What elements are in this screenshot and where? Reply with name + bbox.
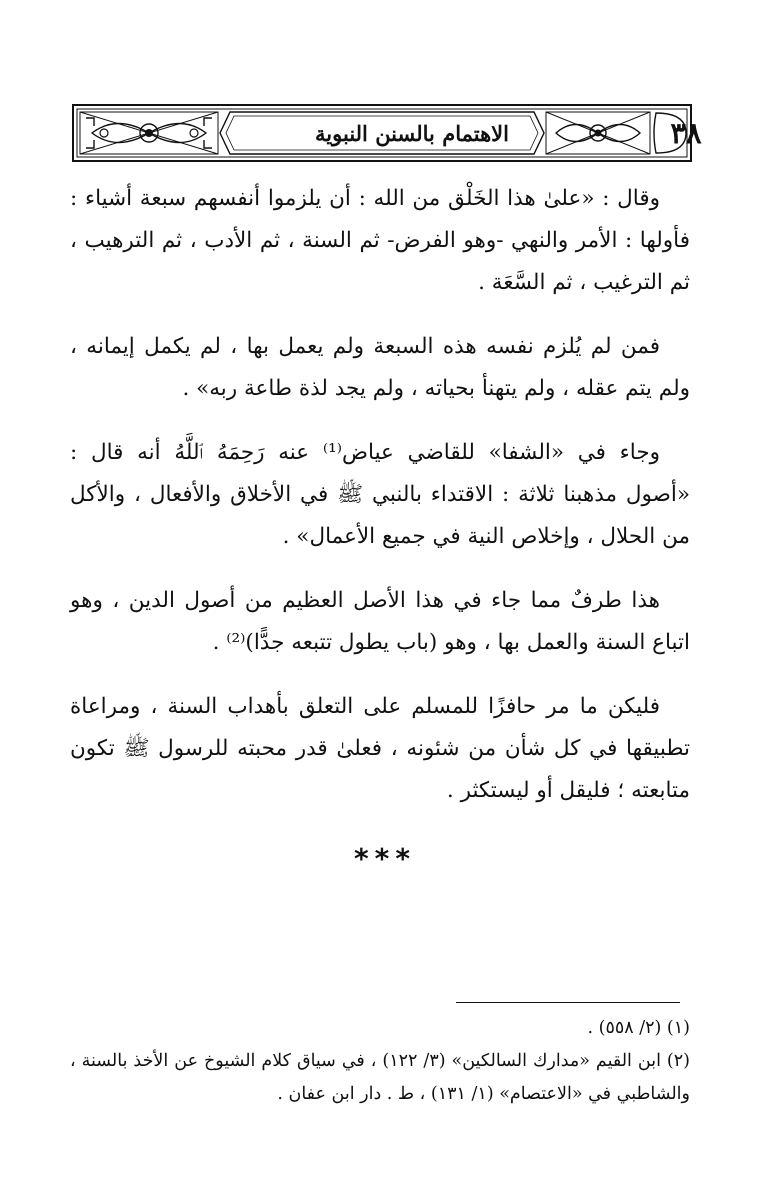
right-ornament [546,112,650,154]
left-ornament [80,112,218,154]
page-number: ٣٨ [670,116,702,150]
body-text [70,178,690,834]
running-title: الاهتمام بالسنن النبوية [315,120,509,146]
section-separator: *** [354,842,416,875]
footnotes [70,1012,690,1111]
page-header [72,104,702,162]
footnote: (١) (٢/ ٥٥٨) . [587,1018,690,1038]
paragraph: وقال : «علىٰ هذا الخَلْق من الله : أن يلزموا أنفسهم سبعة أشياء : فأولها : الأمر والنهي -وهو الفرض- ثم السنة ، ثم الأدب ، ثم الترهيب ، ثم الترغيب ، ثم السَّعَة . [70,186,690,295]
paragraph: وجاء في «الشفا» للقاضي عياض⁽¹⁾ عنه رَحِمَهُ ٱللَّهُ أنه قال : «أصول مذهبنا ثلاثة : الاقتداء بالنبي ﷺ في الأخلاق والأفعال ، والأكل من الحلال ، وإخلاص النية في جميع الأعمال» . [70,440,690,549]
paragraph: هذا طرفٌ مما جاء في هذا الأصل العظيم من أصول الدين ، وهو اتباع السنة والعمل بها ، وهو (باب يطول تتبعه جدًّا)⁽²⁾ . [70,588,690,655]
paragraph: فليكن ما مر حافزًا للمسلم على التعلق بأهداب السنة ، ومراعاة تطبيقها في كل شأن من شئونه ، فعلىٰ قدر محبته للرسول ﷺ تكون متابعته ؛ فليقل أو ليستكثر . [70,694,690,803]
footnote-divider [456,1002,680,1003]
footnote: (٢) ابن القيم «مدارك السالكين» (٣/ ١٢٢) ، في سياق كلام الشيوخ عن الأخذ بالسنة ، والشاطبي في «الاعتصام» (١/ ١٣١) ، ط . دار ابن عفان . [70,1051,690,1104]
paragraph: فمن لم يُلزم نفسه هذه السبعة ولم يعمل بها ، لم يكمل إيمانه ، ولم يتم عقله ، ولم يتهنأ بحياته ، ولم يجد لذة طاعة ربه» . [70,334,690,401]
